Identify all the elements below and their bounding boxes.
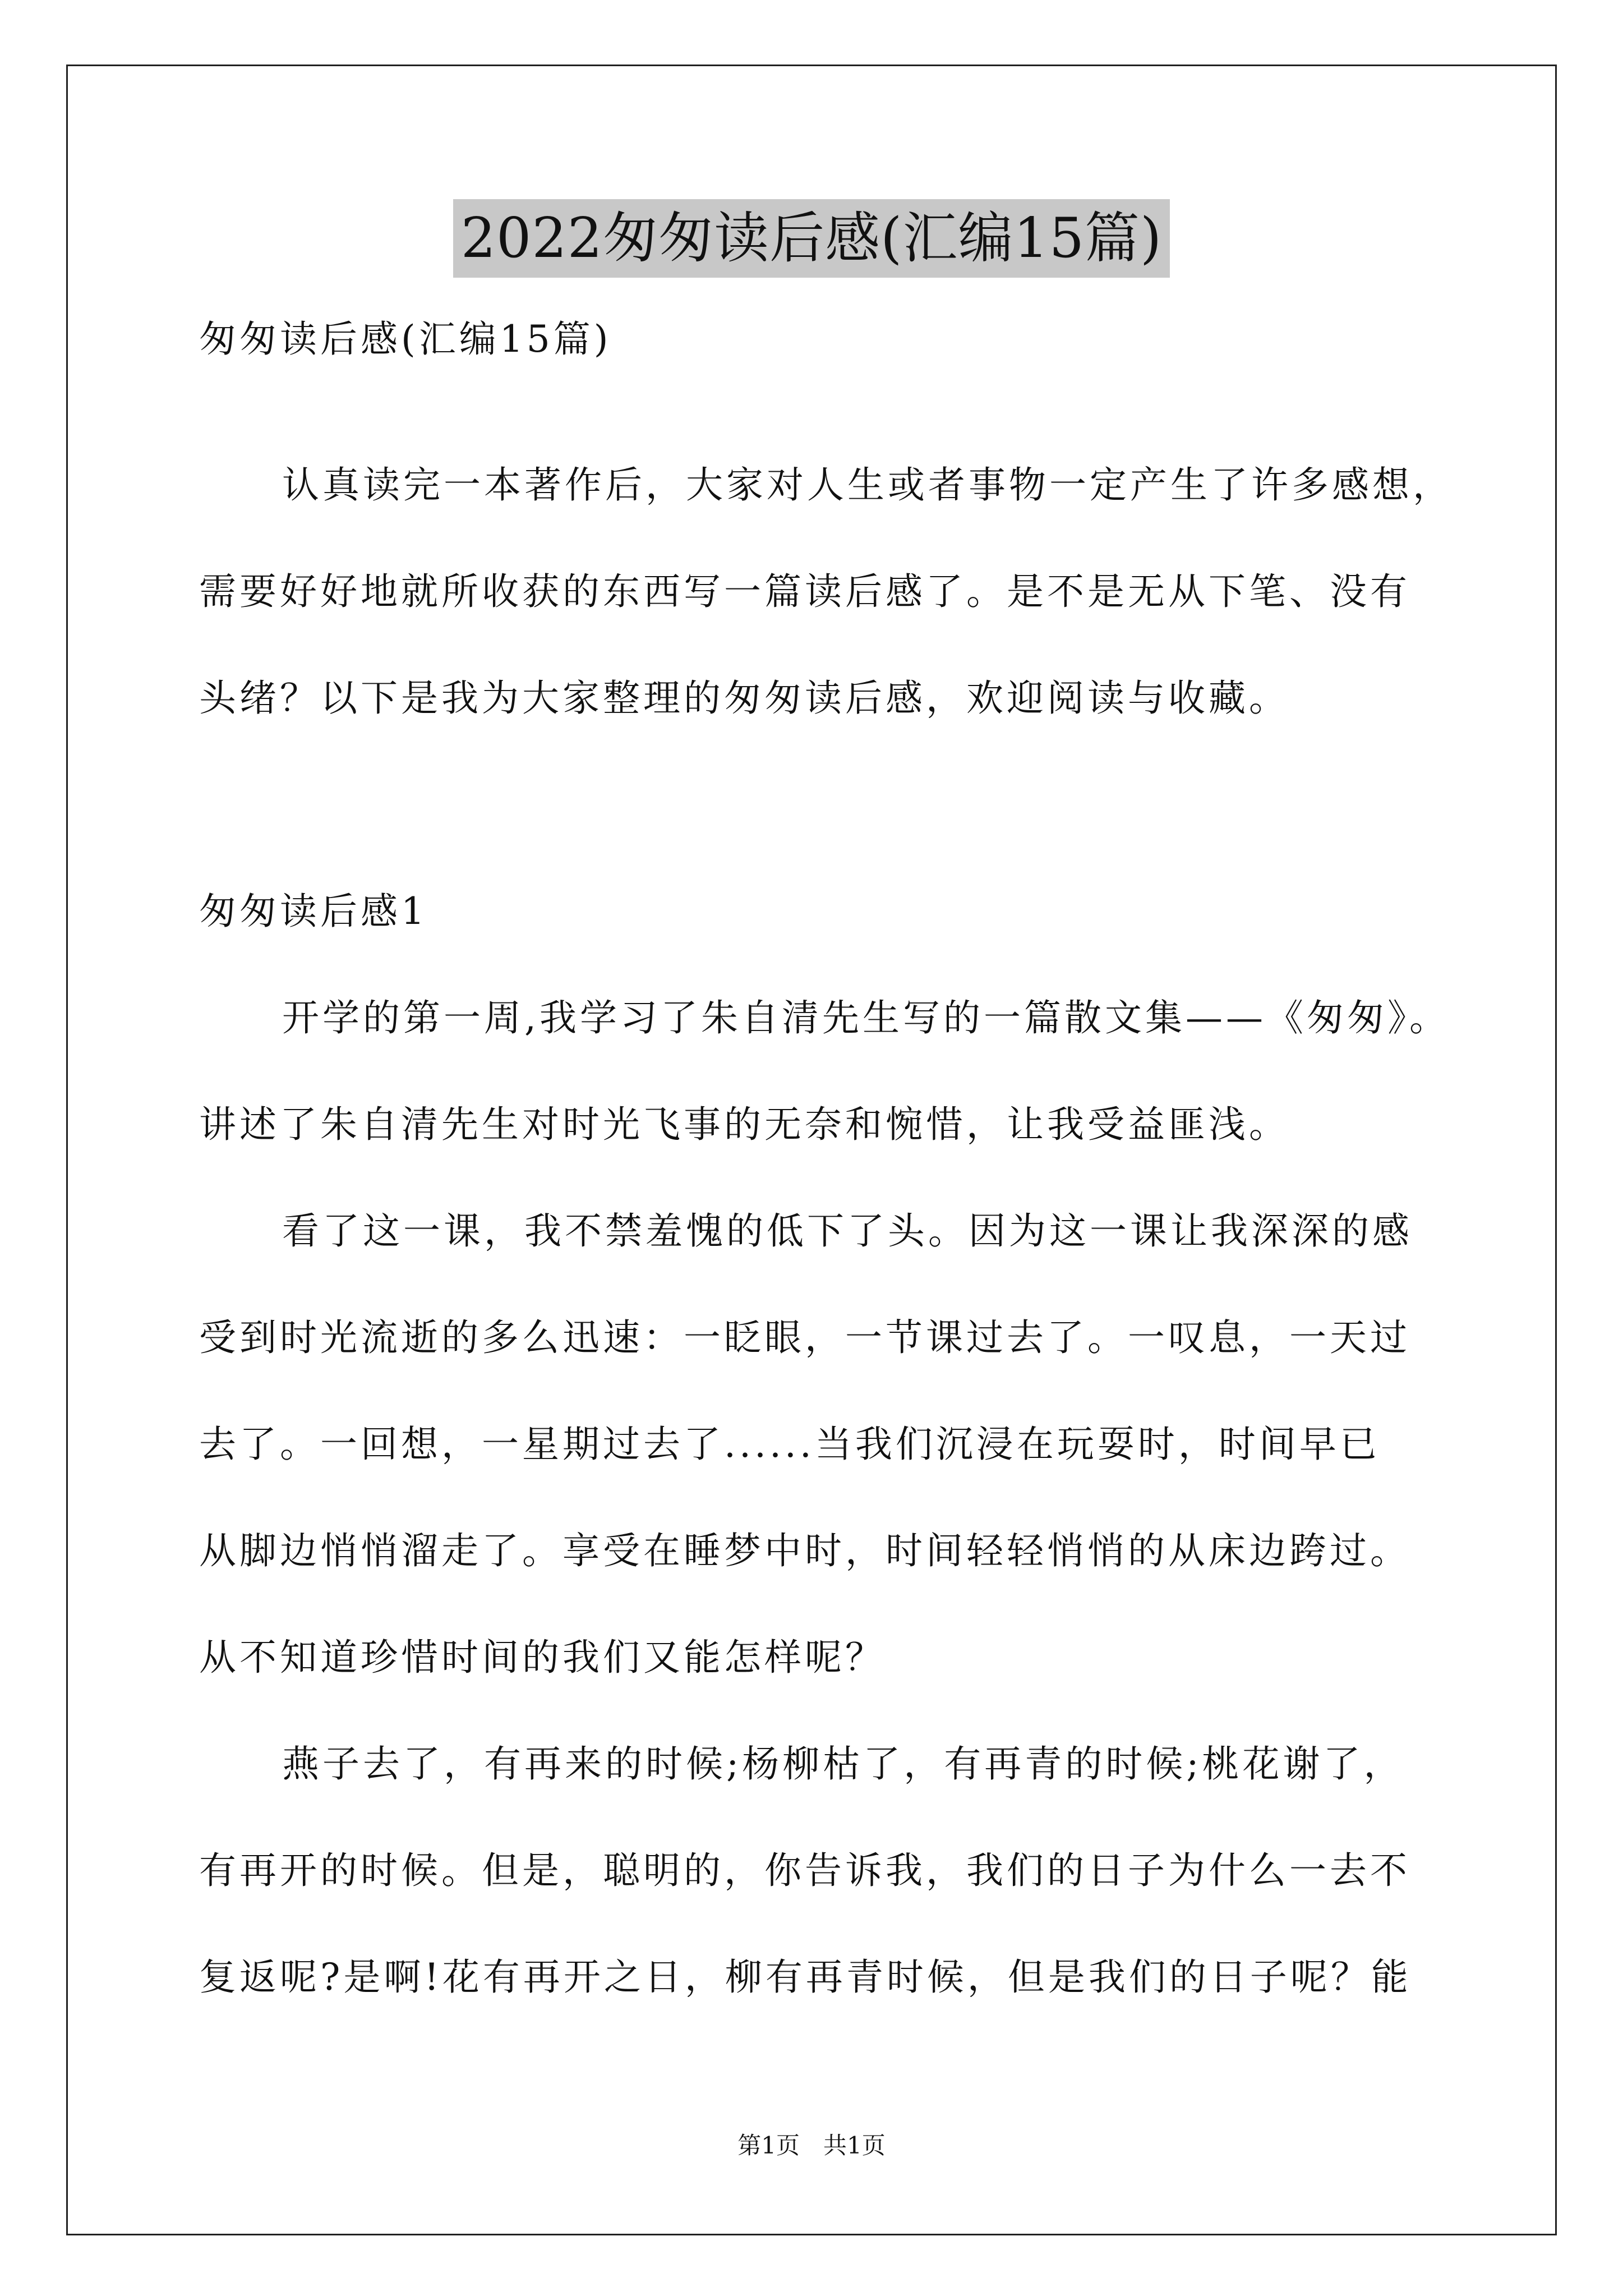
- title-container: [0, 199, 1623, 278]
- page-border: [66, 65, 1557, 2235]
- para1-line-1: 开学的第一周,我学习了朱自清先生写的一篇散文集——《匆匆》。: [282, 996, 1450, 1039]
- para2-line-2: 受到时光流逝的多么迅速：一眨眼，一节课过去了。一叹息，一天过: [199, 1316, 1410, 1359]
- para2-line-1: 看了这一课，我不禁羞愧的低下了头。因为这一课让我深深的感: [282, 1209, 1413, 1253]
- para2-line-4: 从脚边悄悄溜走了。享受在睡梦中时，时间轻轻悄悄的从床边跨过。: [199, 1529, 1410, 1572]
- document-title: 2022匆匆读后感(汇编15篇): [453, 199, 1170, 278]
- para1-line-2: 讲述了朱自清先生对时光飞事的无奈和惋惜，让我受益匪浅。: [199, 1103, 1289, 1146]
- para2-line-5: 从不知道珍惜时间的我们又能怎样呢？: [199, 1636, 886, 1679]
- para3-line-3: 复返呢?是啊!花有再开之日，柳有再青时候，但是我们的日子呢？能: [199, 1955, 1412, 1999]
- intro-line-1: 认真读完一本著作后，大家对人生或者事物一定产生了许多感想，: [282, 463, 1453, 507]
- document-subtitle: 匆匆读后感(汇编15篇): [199, 318, 612, 361]
- page-footer: 第1页 共1页: [737, 2132, 886, 2159]
- intro-line-2: 需要好好地就所收获的东西写一篇读后感了。是不是无从下笔、没有: [199, 570, 1410, 613]
- intro-line-3: 头绪？以下是我为大家整理的匆匆读后感，欢迎阅读与收藏。: [199, 677, 1289, 720]
- para3-line-1: 燕子去了，有再来的时候;杨柳枯了，有再青的时候;桃花谢了，: [282, 1742, 1404, 1786]
- para2-line-3: 去了。一回想，一星期过去了......当我们沉浸在玩耍时，时间早已: [199, 1423, 1380, 1466]
- para3-line-2: 有再开的时候。但是，聪明的，你告诉我，我们的日子为什么一去不: [199, 1849, 1410, 1892]
- section-heading: 匆匆读后感1: [199, 890, 428, 933]
